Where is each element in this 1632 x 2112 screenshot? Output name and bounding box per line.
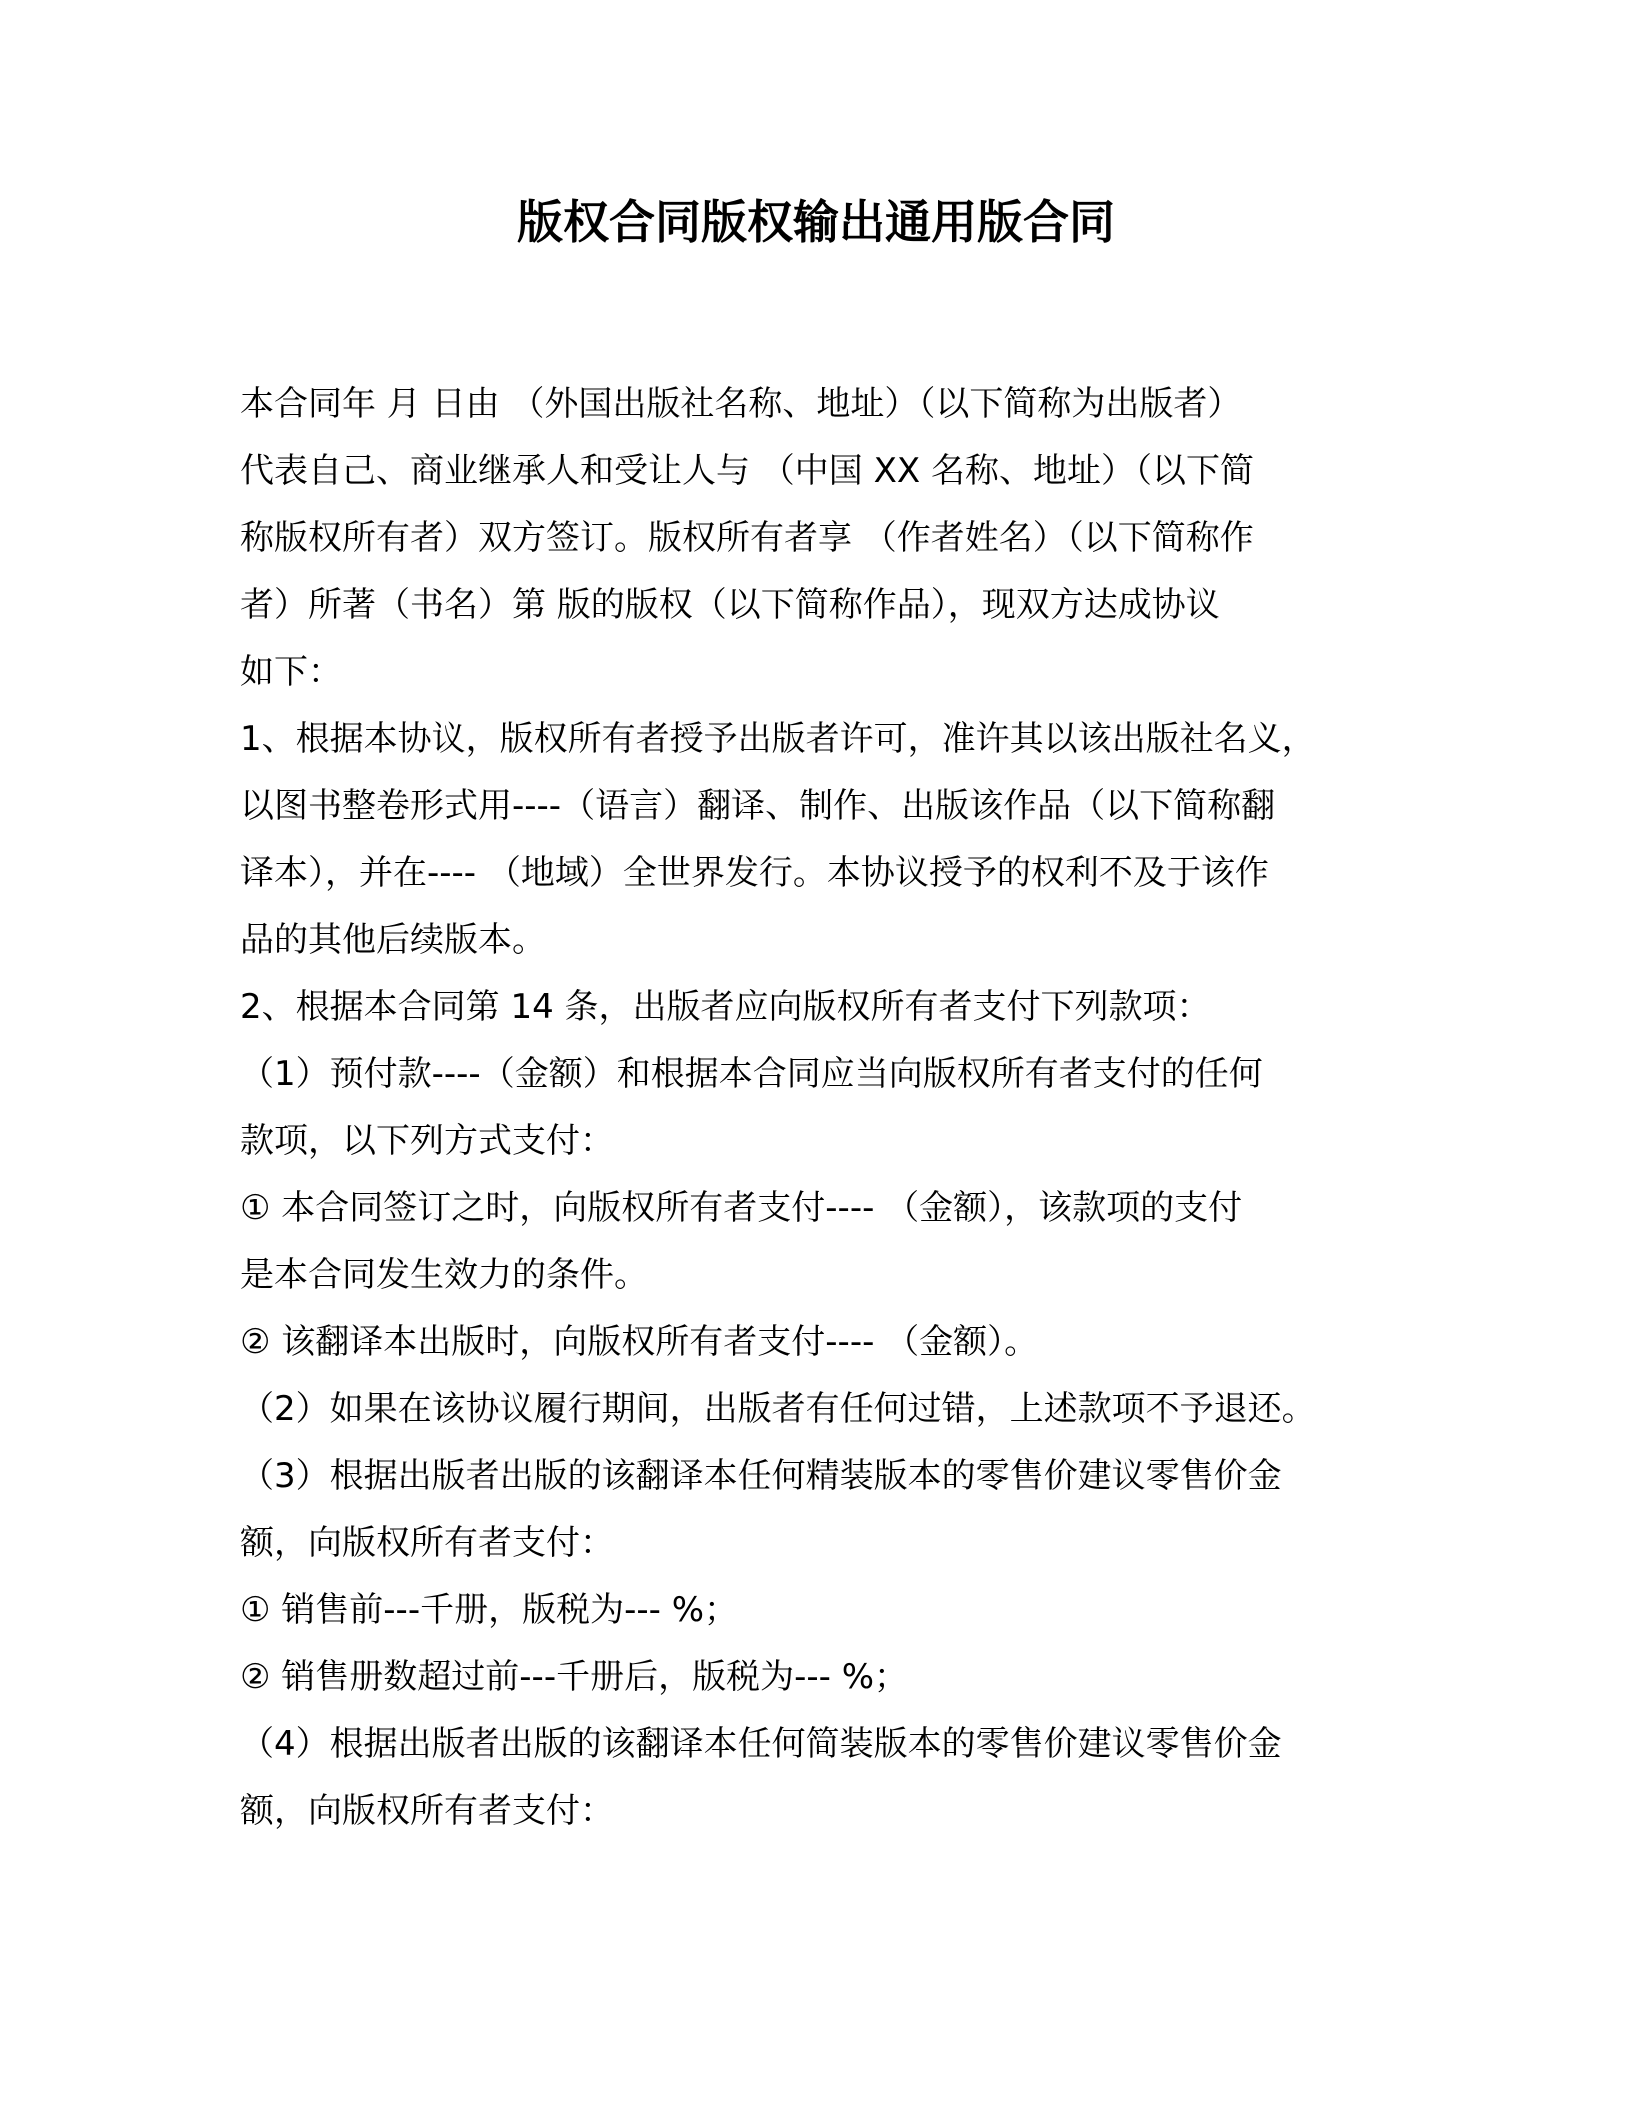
paragraph-line: 称版权所有者）双方签订。版权所有者享 （作者姓名）（以下简称作 bbox=[240, 518, 1254, 558]
clause-line: ② 该翻译本出版时，向版权所有者支付---- （金额）。 bbox=[240, 1322, 1039, 1362]
clause-line: 额，向版权所有者支付： bbox=[240, 1523, 614, 1563]
paragraph-line: 本合同年 月 日由 （外国出版社名称、地址）（以下简称为出版者） bbox=[240, 384, 1242, 424]
clause-line: 款项，以下列方式支付： bbox=[240, 1121, 614, 1161]
clause-line: （4）根据出版者出版的该翻译本任何简装版本的零售价建议零售价金 bbox=[240, 1724, 1282, 1764]
clause-line: 译本），并在---- （地域）全世界发行。本协议授予的权利不及于该作 bbox=[240, 853, 1269, 893]
document-title: 版权合同版权输出通用版合同 bbox=[517, 195, 1115, 249]
document-body bbox=[240, 371, 1440, 1845]
clause-line: ② 销售册数超过前---千册后，版税为--- %； bbox=[240, 1657, 909, 1697]
clause-line: （2）如果在该协议履行期间，出版者有任何过错，上述款项不予退还。 bbox=[240, 1389, 1316, 1429]
paragraph-line: 如下： bbox=[240, 652, 342, 692]
clause-line: （1）预付款----（金额）和根据本合同应当向版权所有者支付的任何 bbox=[240, 1054, 1263, 1094]
clause-line: （3）根据出版者出版的该翻译本任何精装版本的零售价建议零售价金 bbox=[240, 1456, 1282, 1496]
paragraph-line: 代表自己、商业继承人和受让人与 （中国 XX 名称、地址）（以下简 bbox=[240, 451, 1255, 491]
clause-line: 品的其他后续版本。 bbox=[240, 920, 546, 960]
clause-line: 1、根据本协议，版权所有者授予出版者许可，准许其以该出版社名义， bbox=[240, 719, 1316, 759]
clause-line: ① 本合同签订之时，向版权所有者支付---- （金额），该款项的支付 bbox=[240, 1188, 1243, 1228]
clause-line: 2、根据本合同第 14 条，出版者应向版权所有者支付下列款项： bbox=[240, 987, 1211, 1027]
clause-line: 额，向版权所有者支付： bbox=[240, 1791, 614, 1831]
clause-line: 以图书整卷形式用----（语言）翻译、制作、出版该作品（以下简称翻 bbox=[240, 786, 1276, 826]
clause-line: ① 销售前---千册，版税为--- %； bbox=[240, 1590, 739, 1630]
clause-line: 是本合同发生效力的条件。 bbox=[240, 1255, 648, 1295]
paragraph-line: 者）所著（书名）第 版的版权（以下简称作品），现双方达成协议 bbox=[240, 585, 1220, 625]
